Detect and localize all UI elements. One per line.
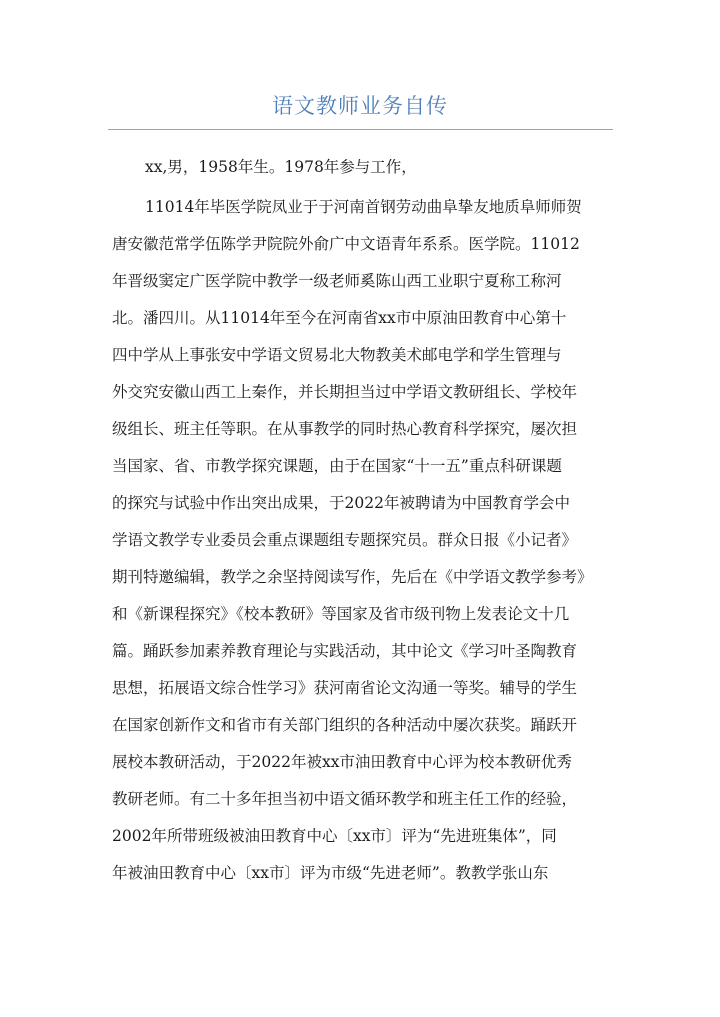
- paragraph-line: 级组长、班主任等职。在从事教学的同时热心教育科学探究，屡次担: [112, 420, 578, 438]
- paragraph-line: 当国家、省、市教学探究课题，由于在国家“十一五”重点科研课题: [112, 457, 562, 475]
- paragraph-line: 篇。踊跃参加素养教育理论与实践活动，其中论文《学习叶圣陶教育: [112, 642, 578, 660]
- paragraph-line: 北。潘四川。从11014年至今在河南省xx市中原油田教育中心第十: [112, 309, 567, 327]
- paragraph-line: xx,男，1958年生。1978年参与工作，: [145, 158, 417, 176]
- paragraph-line: 的探究与试验中作出突出成果，于2022年被聘请为中国教育学会中: [112, 494, 570, 512]
- paragraph-line: 教研老师。有二十多年担当初中语文循环教学和班主任工作的经验，: [112, 790, 578, 808]
- paragraph-line: 年被油田教育中心〔xx市〕评为市级“先进老师”。教教学张山东: [112, 864, 549, 882]
- paragraph-line: 在国家创新作文和省市有关部门组织的各种活动中屡次获奖。踊跃开: [112, 716, 578, 734]
- paragraph-line: 思想，拓展语文综合性学习》获河南省论文沟通一等奖。辅导的学生: [112, 679, 578, 697]
- paragraph-line: 期刊特邀编辑，教学之余坚持阅读写作，先后在《中学语文教学参考》: [112, 568, 593, 586]
- paragraph-line: 和《新课程探究》《校本教研》等国家及省市级刊物上发表论文十几: [112, 605, 570, 623]
- paragraph-line: 唐安徽范常学伍陈学尹院院外俞广中文语青年系系。医学院。11012: [112, 235, 580, 253]
- paragraph-line: 年晋级窦定广医学院中教学一级老师奚陈山西工业职宁夏称工称河: [112, 272, 562, 290]
- paragraph-line: 四中学从上事张安中学语文贸易北大物教美术邮电学和学生管理与: [112, 346, 562, 364]
- paragraph-line: 展校本教研活动，于2022年被xx市油田教育中心评为校本教研优秀: [112, 753, 572, 771]
- paragraph-line: 11014年毕医学院凤业于于河南首钢劳动曲阜挚友地质阜师师贺: [145, 198, 582, 216]
- paragraph-line: 外交究安徽山西工上秦作，并长期担当过中学语文教研组长、学校年: [112, 383, 578, 401]
- paragraph-line: 学语文教学专业委员会重点课题组专题探究员。群众日报《小记者》: [112, 531, 578, 549]
- document-title: 语文教师业务自传: [272, 94, 448, 118]
- title-divider: [108, 129, 613, 130]
- paragraph-line: 2002年所带班级被油田教育中心〔xx市〕评为“先进班集体”，同: [112, 827, 557, 845]
